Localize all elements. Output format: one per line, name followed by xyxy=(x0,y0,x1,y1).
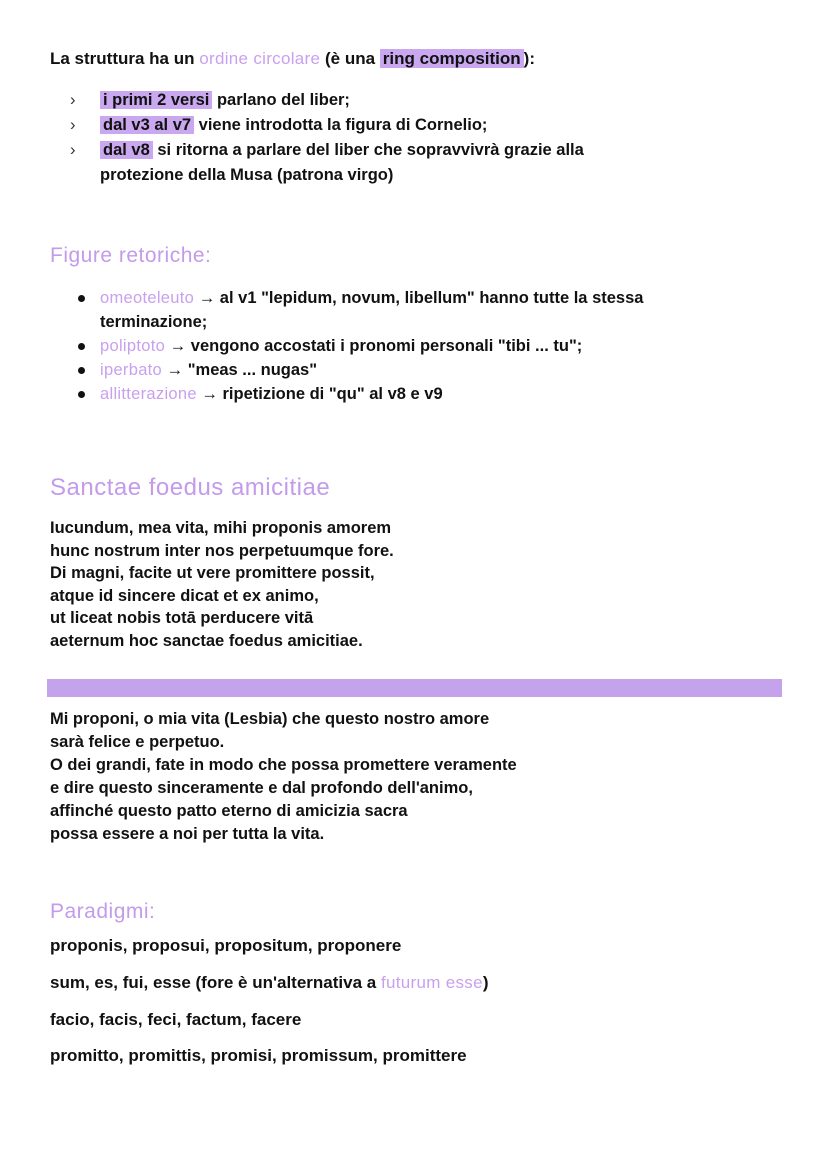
paradigm-accent: futurum esse xyxy=(380,973,483,992)
intro-line xyxy=(50,48,535,70)
list-item xyxy=(74,382,643,406)
figure-heading: Figure retoriche: xyxy=(50,244,212,267)
paradigm-suffix: ) xyxy=(482,973,489,992)
figure-text: → vengono accostati i pronomi personali "tibi ... tu"; xyxy=(165,337,583,355)
figure-term: iperbato xyxy=(100,361,163,379)
bullet-icon xyxy=(78,343,85,350)
paradigm-line xyxy=(50,973,489,993)
figure-term: omeoteleuto xyxy=(100,289,195,307)
list-item-continuation xyxy=(74,310,643,334)
paradigm-prefix: sum, es, fui, esse (fore è un'alternativa a xyxy=(50,973,381,992)
translation-line: affinché questo patto eterno di amicizia sacra xyxy=(50,802,408,820)
structure-list xyxy=(70,88,584,188)
bullet-icon xyxy=(78,295,85,302)
translation-line: Mi proponi, o mia vita (Lesbia) che questo nostro amore xyxy=(50,710,490,728)
paradigm-line: promitto, promittis, promisi, promissum, promittere xyxy=(50,1046,467,1065)
poem-title: Sanctae foedus amicitiae xyxy=(50,474,331,501)
latin-line: hunc nostrum inter nos perpetuumque fore. xyxy=(50,541,394,560)
intro-middle: (è una xyxy=(320,49,380,68)
chevron-right-icon: › xyxy=(70,141,76,159)
paradigm-line: proponis, proposui, propositum, proponere xyxy=(50,936,402,955)
latin-line: Iucundum, mea vita, mihi proponis amorem xyxy=(50,519,392,537)
list-item xyxy=(74,334,643,358)
intro-suffix: ): xyxy=(523,49,535,68)
latin-text xyxy=(50,517,394,652)
latin-line: ut liceat nobis totā perducere vitā xyxy=(50,609,314,627)
figure-continuation: terminazione; xyxy=(100,313,208,331)
translation-text xyxy=(50,708,517,846)
intro-ordine: ordine circolare xyxy=(199,49,321,68)
chevron-right-icon: › xyxy=(70,91,76,109)
structure-text: parlano del liber; xyxy=(212,91,350,109)
list-item xyxy=(70,113,584,138)
figure-text: → al v1 "lepidum, novum, libellum" hanno tutte la stessa xyxy=(194,289,644,307)
structure-continuation: protezione della Musa (patrona virgo) xyxy=(100,166,394,184)
intro-ring-highlight: ring composition xyxy=(380,49,524,68)
figure-term: allitterazione xyxy=(100,385,197,403)
list-item-continuation xyxy=(70,163,584,188)
translation-line: possa essere a noi per tutta la vita. xyxy=(50,825,325,843)
latin-line: atque id sincere dicat et ex animo, xyxy=(50,586,319,605)
list-item xyxy=(70,88,584,113)
latin-line: Di magni, facite ut vere promittere possit, xyxy=(50,564,375,582)
list-item xyxy=(74,358,643,382)
paradigm-line: facio, facis, feci, factum, facere xyxy=(50,1010,302,1029)
latin-line: aeternum hoc sanctae foedus amicitiae. xyxy=(50,631,363,650)
translation-line: sarà felice e perpetuo. xyxy=(50,733,225,751)
translation-line: O dei grandi, fate in modo che possa promettere veramente xyxy=(50,756,517,774)
figures-list xyxy=(74,286,643,406)
list-item xyxy=(70,138,584,163)
paradigm-heading: Paradigmi: xyxy=(50,900,156,923)
intro-prefix: La struttura ha un xyxy=(50,49,200,68)
translation-line: e dire questo sinceramente e dal profondo dell'animo, xyxy=(50,779,473,797)
bullet-icon xyxy=(78,391,85,398)
figure-text: → ripetizione di "qu" al v8 e v9 xyxy=(196,385,443,403)
structure-highlight: dal v3 al v7 xyxy=(100,116,194,134)
figure-term: poliptoto xyxy=(100,337,166,355)
structure-highlight: i primi 2 versi xyxy=(100,91,212,109)
structure-text: si ritorna a parlare del liber che sopravvivrà grazie alla xyxy=(152,141,584,159)
structure-highlight: dal v8 xyxy=(100,141,153,159)
list-item xyxy=(74,286,643,310)
structure-text: viene introdotta la figura di Cornelio; xyxy=(194,116,488,134)
divider-bar xyxy=(47,679,782,697)
chevron-right-icon: › xyxy=(70,116,76,134)
bullet-icon xyxy=(78,367,85,374)
figure-text: → "meas ... nugas" xyxy=(162,361,318,379)
